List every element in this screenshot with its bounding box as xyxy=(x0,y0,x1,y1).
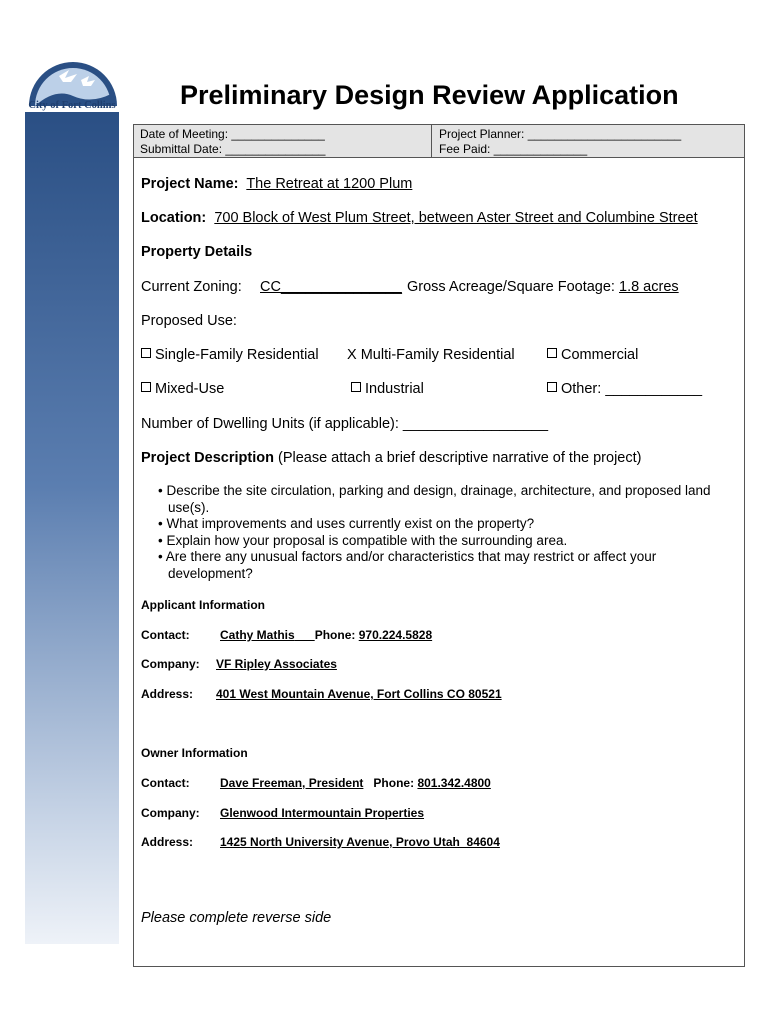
proposed-use-label: Proposed Use: xyxy=(141,313,237,329)
project-name-label: Project Name: xyxy=(141,176,239,192)
applicant-company-value[interactable]: VF Ripley Associates xyxy=(216,657,337,671)
owner-phone-value[interactable]: 801.342.4800 xyxy=(417,776,491,790)
dwelling-units[interactable]: Number of Dwelling Units (if applicable): __________________ xyxy=(141,416,549,432)
project-name-row xyxy=(141,176,412,192)
use-multi-family-label: Multi-Family Residential xyxy=(360,347,515,363)
use-commercial[interactable] xyxy=(547,347,638,363)
meeting-info-bar xyxy=(133,124,745,158)
use-multi-family[interactable] xyxy=(347,347,515,363)
owner-contact-label: Contact: xyxy=(141,776,190,790)
meta-divider xyxy=(431,125,432,157)
use-industrial[interactable] xyxy=(351,381,424,397)
use-single-family-label: Single-Family Residential xyxy=(155,347,319,363)
applicant-contact-label: Contact: xyxy=(141,628,190,642)
decorative-sidebar xyxy=(25,112,119,944)
applicant-contact-row xyxy=(220,628,432,642)
applicant-company-label: Company: xyxy=(141,657,200,671)
checkbox-single-family[interactable] xyxy=(141,348,151,358)
location-value[interactable]: 700 Block of West Plum Street, between Aster Street and Columbine Street xyxy=(214,210,698,226)
owner-address-label: Address: xyxy=(141,835,194,849)
owner-phone-label: Phone: xyxy=(373,776,415,790)
checkbox-other[interactable] xyxy=(547,382,557,392)
current-zoning-label: Current Zoning: xyxy=(141,279,242,295)
footer-note: Please complete reverse side xyxy=(141,910,332,926)
applicant-address-value[interactable]: 401 West Mountain Avenue, Fort Collins CO 80521 xyxy=(216,687,502,701)
owner-heading: Owner Information xyxy=(141,746,248,760)
list-item: • Describe the site circulation, parking and design, drainage, architecture, and proposed land use(s). xyxy=(158,483,738,516)
page-title: Preliminary Design Review Application xyxy=(180,80,679,110)
description-bullets xyxy=(158,483,738,582)
property-details-heading: Property Details xyxy=(141,244,253,260)
use-other-label: Other: ____________ xyxy=(561,381,703,397)
applicant-phone-value[interactable]: 970.224.5828 xyxy=(358,628,433,642)
owner-contact-value[interactable]: Dave Freeman, President xyxy=(220,776,364,790)
acreage-row xyxy=(407,279,679,295)
applicant-address-label: Address: xyxy=(141,687,194,701)
project-description-heading: Project Description xyxy=(141,450,274,466)
applicant-contact-value[interactable]: Cathy Mathis xyxy=(220,628,295,642)
use-industrial-label: Industrial xyxy=(365,381,424,397)
checkbox-industrial[interactable] xyxy=(351,382,361,392)
list-item: • What improvements and uses currently exist on the property? xyxy=(158,516,738,533)
list-item: • Are there any unusual factors and/or characteristics that may restrict or affect your development? xyxy=(158,549,738,582)
owner-address-value[interactable]: 1425 North University Avenue, Provo Utah 84604 xyxy=(220,835,500,849)
use-mixed-use[interactable] xyxy=(141,381,224,397)
date-of-meeting[interactable]: Date of Meeting: ______________ xyxy=(140,127,325,141)
submittal-date[interactable]: Submittal Date: _______________ xyxy=(140,142,326,156)
applicant-heading: Applicant Information xyxy=(141,598,265,612)
fee-paid[interactable]: Fee Paid: ______________ xyxy=(439,142,588,156)
owner-contact-row xyxy=(220,776,491,790)
acreage-value[interactable]: 1.8 acres xyxy=(619,279,679,295)
location-row xyxy=(141,210,698,226)
use-mixed-use-label: Mixed-Use xyxy=(155,381,225,397)
checkbox-commercial[interactable] xyxy=(547,348,557,358)
logo-text: City of Fort Collins xyxy=(28,100,116,111)
location-label: Location: xyxy=(141,210,207,226)
use-other[interactable] xyxy=(547,381,702,397)
current-zoning-value[interactable]: CC_______________ xyxy=(260,279,402,295)
owner-company-label: Company: xyxy=(141,806,200,820)
project-planner[interactable]: Project Planner: _______________________ xyxy=(439,127,682,141)
project-description-row xyxy=(141,450,641,466)
acreage-label: Gross Acreage/Square Footage: xyxy=(407,279,615,295)
checkbox-multi-family-mark[interactable]: X xyxy=(347,347,357,363)
list-item: • Explain how your proposal is compatible with the surrounding area. xyxy=(158,533,738,550)
project-description-hint: (Please attach a brief descriptive narrative of the project) xyxy=(277,450,642,466)
owner-company-value[interactable]: Glenwood Intermountain Properties xyxy=(220,806,425,820)
use-single-family[interactable] xyxy=(141,347,319,363)
applicant-phone-label: Phone: xyxy=(314,628,356,642)
project-name-value[interactable]: The Retreat at 1200 Plum xyxy=(246,176,413,192)
use-commercial-label: Commercial xyxy=(561,347,639,363)
checkbox-mixed-use[interactable] xyxy=(141,382,151,392)
